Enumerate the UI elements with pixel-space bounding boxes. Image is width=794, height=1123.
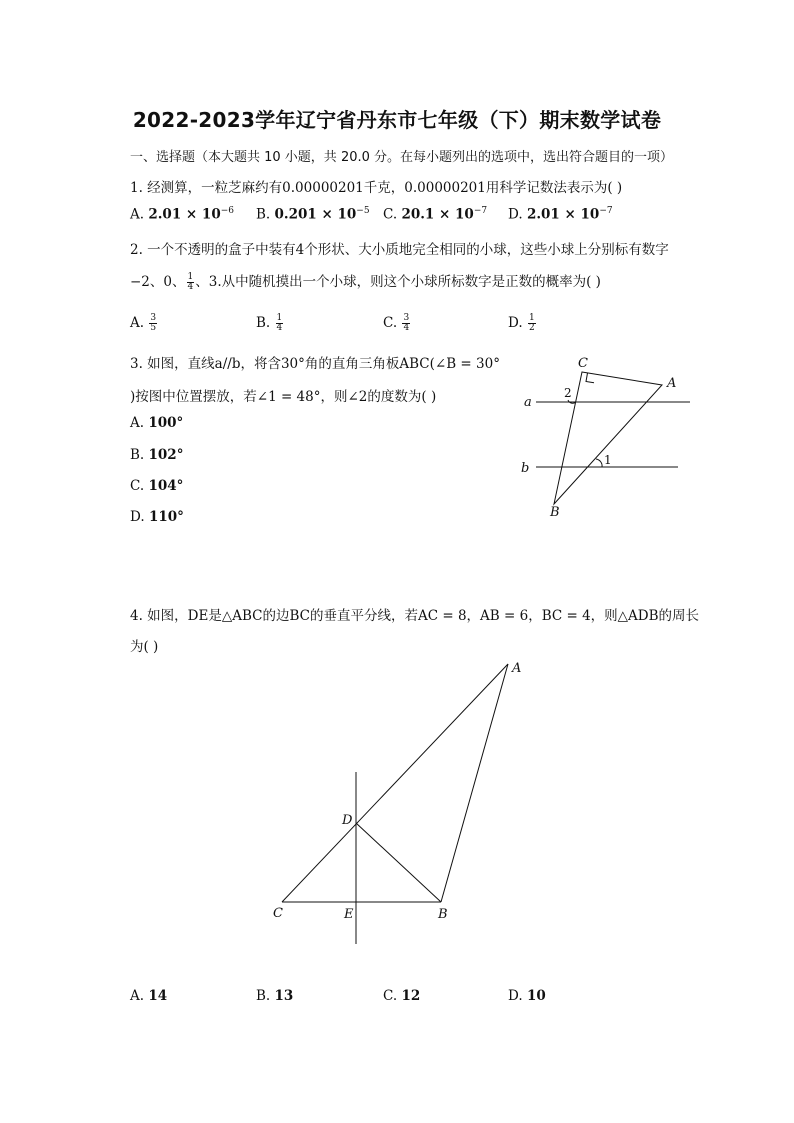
segment-db [356,823,441,902]
option-letter: B. [130,447,145,463]
option-value: 2.01 × 10 [526,206,600,223]
label-a: A [512,661,522,676]
angle-1-arc [596,459,602,467]
option-value: 110° [148,509,184,525]
option-d[interactable] [130,509,184,525]
option-letter: C. [383,315,398,331]
option-a[interactable] [130,415,183,431]
question-4-line-2: 为( ) [130,639,159,655]
label-e: E [344,907,354,922]
option-letter: A. [130,206,145,223]
right-angle-mark [586,373,594,383]
label-b: B [550,505,560,520]
option-value: 100° [148,415,184,431]
option-value: 102° [148,447,184,463]
option-a[interactable] [130,314,158,333]
label-line-a: a [524,395,532,410]
question-3-line-1: 3. 如图，直线a//b，将含30°角的直角三角板ABC(∠B = 30° [130,356,500,372]
option-value: 12 [401,988,421,1004]
label-line-b: b [521,461,530,476]
option-c[interactable] [383,314,411,333]
denominator: 4 [187,282,194,292]
option-exponent: −6 [220,206,235,216]
option-letter: C. [383,988,398,1004]
option-b[interactable] [256,988,293,1004]
page-title: 2022-2023学年辽宁省丹东市七年级（下）期末数学试卷 [132,108,662,132]
option-d[interactable] [508,314,537,333]
fraction [187,273,195,292]
option-letter: D. [130,509,145,525]
denominator: 2 [528,323,535,333]
option-letter: A. [130,988,145,1004]
option-letter: A. [130,415,145,431]
question-2-text: 、3.从中随机摸出一个小球，则这个小球所标数字是正数的概率为( ) [195,274,601,290]
numerator: 3 [150,313,157,323]
option-letter: B. [256,315,271,331]
section-header: 一、选择题（本大题共 10 小题，共 20.0 分。在每小题列出的选项中，选出符合题目的一项） [130,150,674,165]
option-value: 2.01 × 10 [148,206,221,223]
option-value: 14 [148,988,168,1004]
option-a[interactable] [130,988,167,1004]
option-d[interactable] [508,206,613,223]
question-2-line-1: 2. 一个不透明的盒子中装有4个形状、大小质地完全相同的小球，这些小球上分别标有数字 [130,242,669,258]
question-4-line-1: 4. 如图，DE是△ABC的边BC的垂直平分线，若AC = 8，AB = 6，BC = 4，则△ADB的周长 [130,608,700,624]
option-b[interactable] [256,206,370,223]
question-3-line-2: )按图中位置摆放，若∠1 = 48°，则∠2的度数为( ) [130,389,437,405]
denominator: 4 [403,323,410,333]
numerator: 1 [276,313,283,323]
label-angle-1: 1 [604,453,612,467]
question-1-text: 1. 经测算，一粒芝麻约有0.00000201千克，0.00000201用科学记数法表示为( ) [130,180,623,196]
label-d: D [342,813,353,828]
option-value: 0.201 × 10 [274,206,357,223]
option-b[interactable] [256,314,284,333]
fraction [402,314,410,333]
question-3-figure [510,352,700,522]
numerator: 1 [528,313,535,323]
denominator: 4 [276,323,283,333]
fraction [276,314,284,333]
question-2-line-2 [130,270,601,292]
option-exponent: −7 [473,206,488,216]
option-value: 13 [274,988,294,1004]
option-letter: B. [256,206,271,223]
denominator: 5 [150,323,157,333]
option-letter: B. [256,988,271,1004]
label-c: C [273,906,283,921]
label-b: B [438,907,448,922]
option-letter: D. [508,206,523,223]
numerator: 3 [403,313,410,323]
option-letter: D. [508,315,523,331]
question-2-text: −2、0、 [130,274,186,290]
option-letter: A. [130,315,145,331]
option-value: 20.1 × 10 [401,206,474,223]
fraction [149,314,157,333]
numerator: 1 [187,272,194,282]
option-exponent: −5 [356,206,370,216]
option-a[interactable] [130,206,234,223]
option-b[interactable] [130,447,183,463]
option-value: 104° [148,478,184,494]
option-c[interactable] [383,988,420,1004]
option-d[interactable] [508,988,546,1004]
option-letter: C. [383,206,398,223]
label-c: C [578,356,588,371]
option-exponent: −7 [599,206,613,216]
option-value: 10 [526,988,546,1004]
option-letter: D. [508,988,523,1004]
question-4-figure [260,650,550,950]
label-a: A [667,376,677,391]
label-angle-2: 2 [564,386,572,400]
option-letter: C. [130,478,145,494]
option-c[interactable] [130,478,183,494]
option-c[interactable] [383,206,487,223]
fraction [528,314,536,333]
